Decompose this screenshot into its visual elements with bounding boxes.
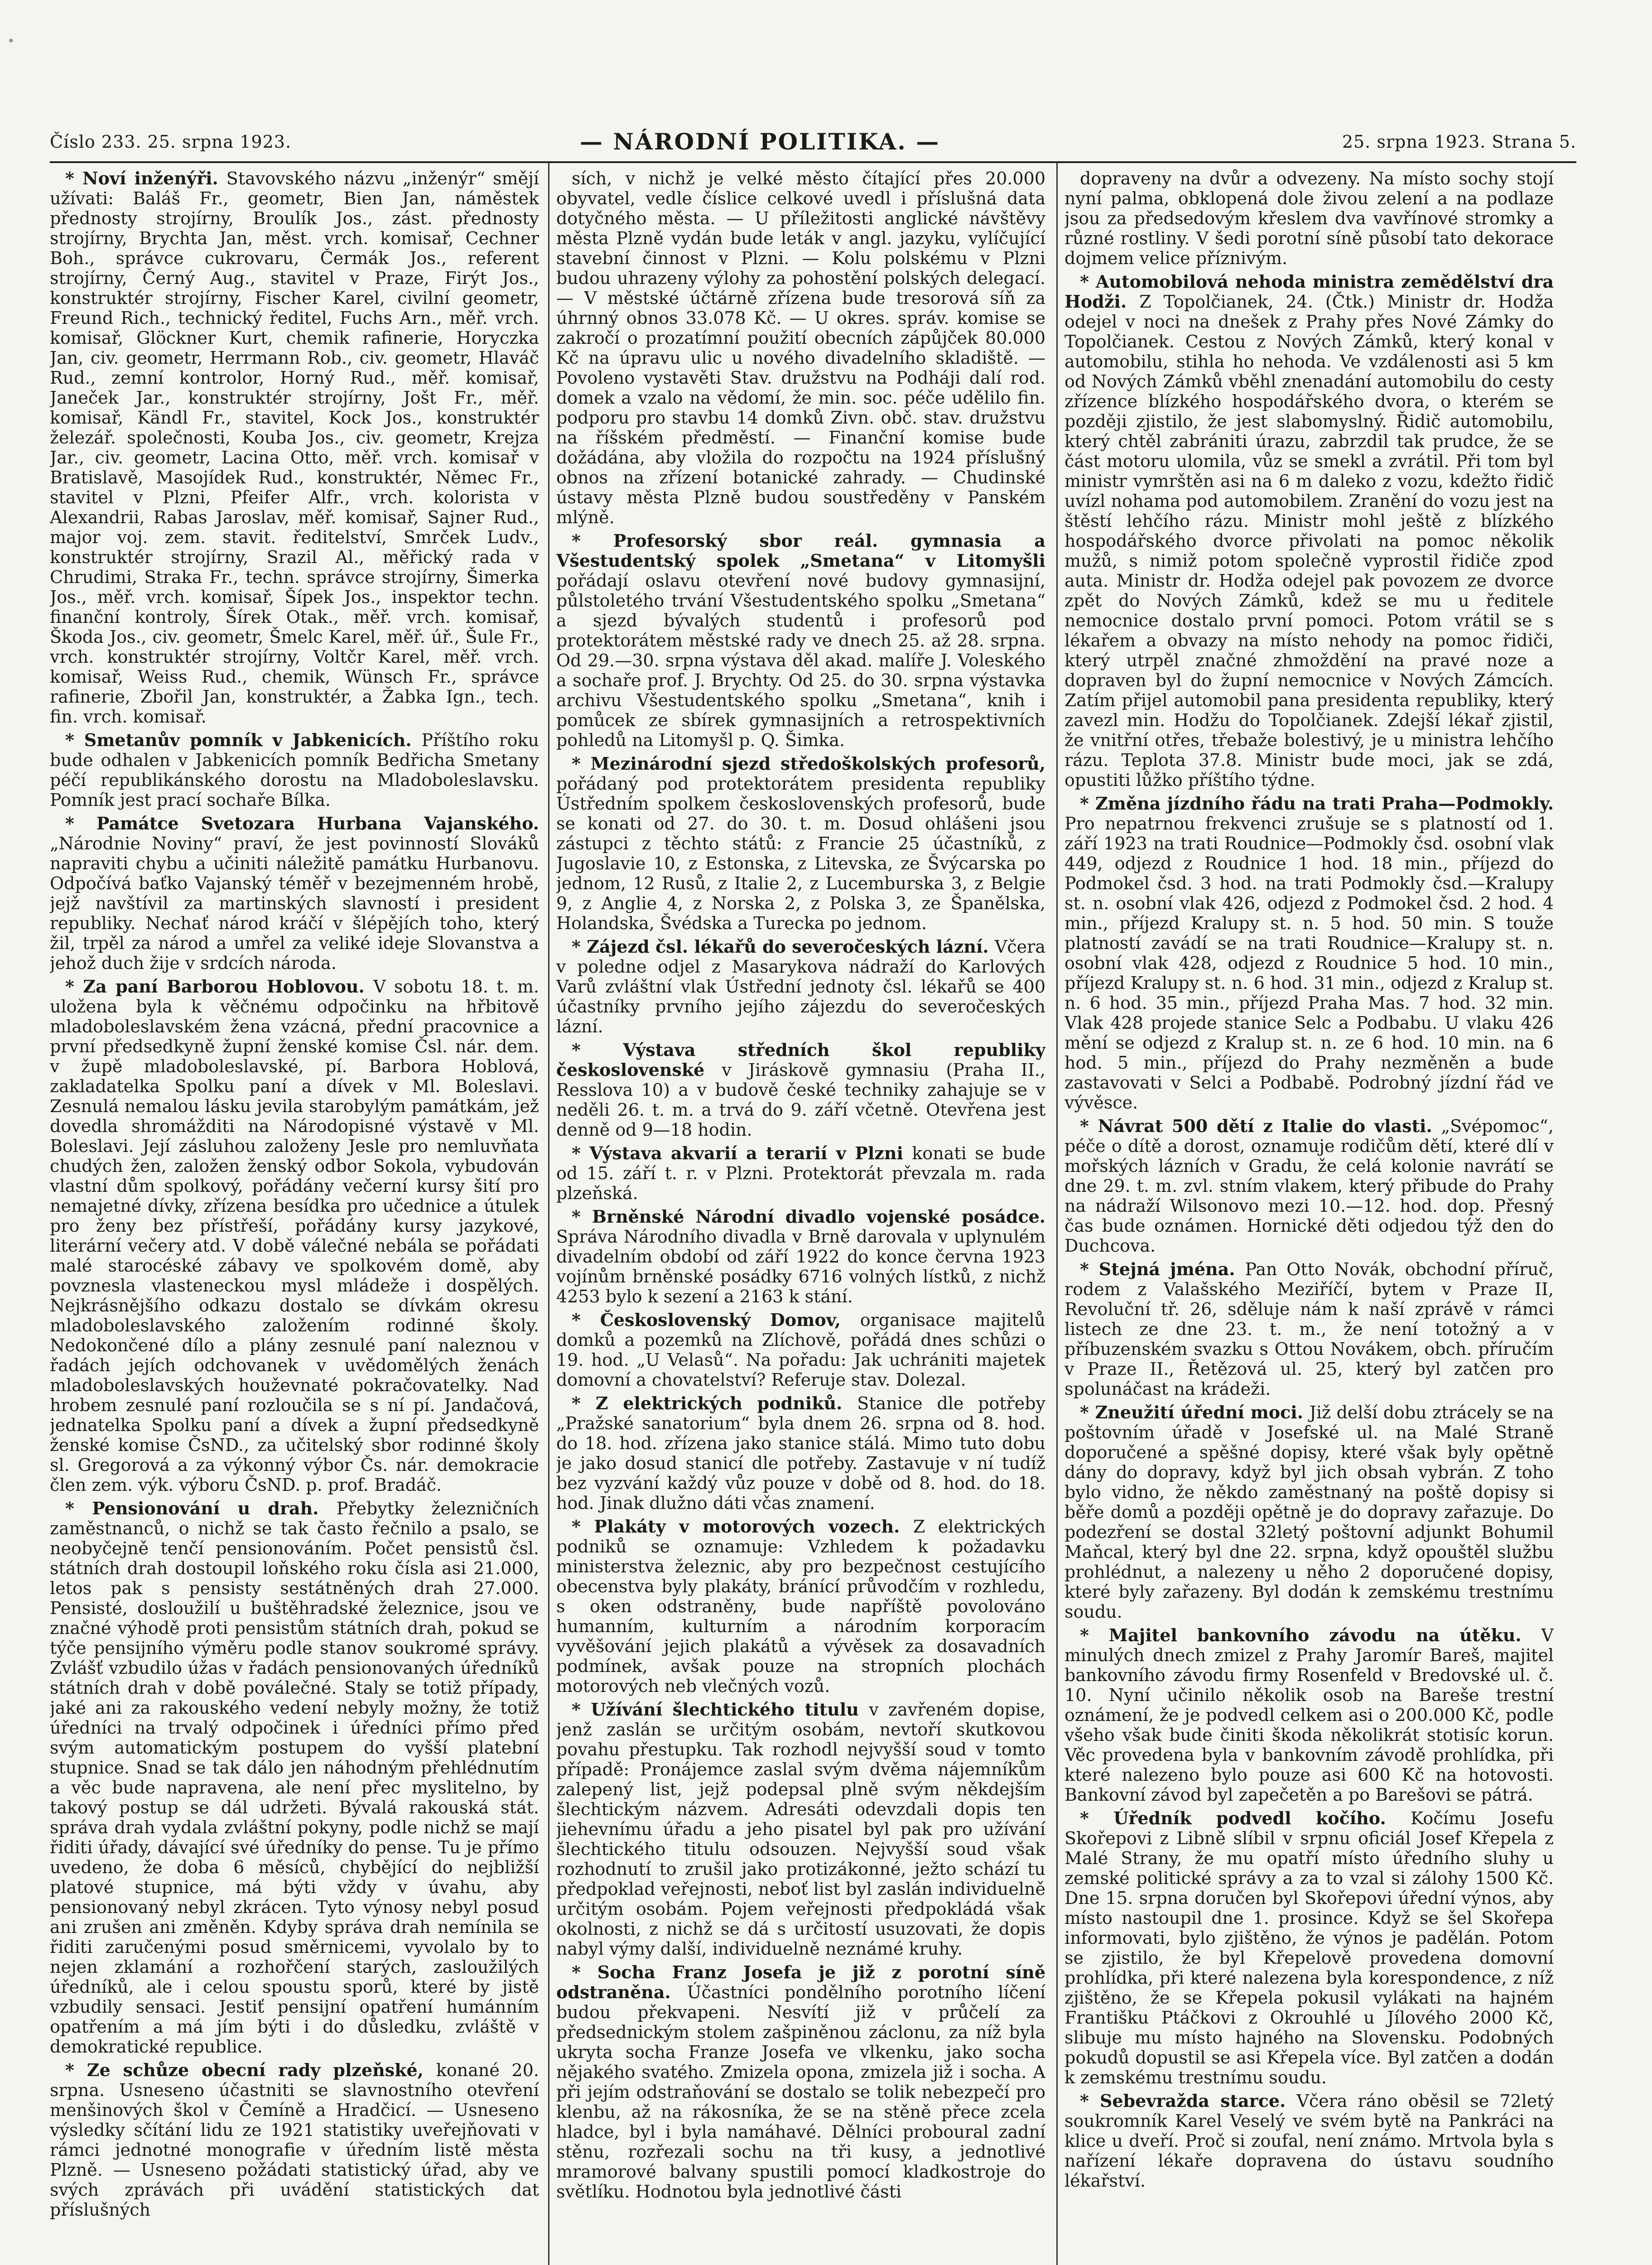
- article: [50, 730, 539, 810]
- column-2: [556, 169, 1045, 2265]
- article-heading: * Majitel bankovního závodu na útěku.: [1080, 1625, 1541, 1645]
- article-heading: * Památce Svetozara Hurbana Vajanského.: [65, 813, 539, 834]
- article-body: Z Topolčianek, 24. (Čtk.) Ministr dr. Hodža odejel v noci na dnešek z Prahy přes Nové Zámky do Topolčianek. Cestou z Nových Zámků, který konal v automobilu, stihla ho nehoda. Ve vzdálenosti asi 5 km od Nových Zámků vběhl znenadání automobilu do cesty zřízence blízkého hospodářského dvora, o kterém se později zjistilo, že jest slabomyslný. Řidič automobilu, který chtěl zabrániti úrazu, zabrzdil tak prudce, že se část motoru ulomila, vůz se smekl a zvrátil. Při tom byl ministr vymrštěn asi na 6 m daleko z vozu, kdežto řidič uvízl nohama pod automobilem. Zranění do vozu jest na štěstí lehčího rázu. Ministr mohl ještě z blízkého hospodářského dvorce přivolati na pomoc několik mužů, s nimiž potom společně vyprostil řidiče zpod auta. Ministr dr. Hodža odejel pak povozem ze dvorce zpět do Nových Zámků, kdež se mu u ředitele nemocnice dostalo první pomoci. Potom vrátil se s lékařem a obvazy na místo nehody na pomoc řidiči, který utrpěl značné zhmoždění na pravé noze a dopraven byl do župní nemocnice v Nových Zámcích. Zatím přijel automobil pana presidenta republiky, který zavezl min. Hodžu do Topolčianek. Zdejší lékař zjistil, že vnitřní otřes, třebaže bolestivý, je u ministra lehčího rázu. Teplota 37.8. Ministr bude moci, jak se zdá, opustiti lůžko příštího týdne.: [1064, 292, 1554, 790]
- article-heading: * Za paní Barborou Hoblovou.: [65, 976, 374, 997]
- article-heading: * Zájezd čsl. lékařů do severočeských lázní.: [572, 936, 995, 957]
- article: [1064, 794, 1554, 1113]
- article-heading: * Návrat 500 dětí z Italie do vlasti.: [1080, 1116, 1441, 1136]
- article: [556, 1517, 1045, 1696]
- paper-speck: [9, 39, 13, 43]
- column-divider: [548, 163, 549, 2265]
- article-body: v zavřeném dopise, jenž zaslán se určitým osobám, nevtoří skutkovou povahu přestupku. Tak rozhodl nejvyšší soud v tomto případě: Pronájemce zaslal svým dvěma nájemníkům zalepený list, jejž podepsal plně svým někdejším šlechtickým názvem. Adresáti odevzdali dopis ten jiehevnímu úřadu a jeho pisatel byl pak pro užívání šlechtického titulu odsouzen. Nejvyšší soud však rozhodnutí to zrušil jako protizákonné, ježto schází tu předpoklad veřejnosti, neboť list byl zaslán individuelně určitým osobám. Pojem veřejnosti předpokládá však okolnosti, z nichž se dá s určitostí usuzovati, že dopis nabyl výmy další, individuelně neznámé kruhy.: [556, 1700, 1045, 1959]
- article: [50, 2060, 539, 2220]
- article-body: Z elektrických podniků se oznamuje: Vzhledem k požadavku ministerstva železnic, aby pro bezpečnost cestujícího obecenstva byly plakáty, bránící průvodčím v rozhledu, s oken odstraněny, bude napříště povolováno humanním, kulturním a národním korporacím vyvěšování jejich plakátů a vývěsek za dosavadních podmínek, avšak pouze na stropních plochách motorových neb vlečných vozů.: [556, 1517, 1045, 1696]
- article: [50, 814, 539, 973]
- article-body: organisace majitelů domků a pozemků na Zlíchově, pořádá dnes schůzi o 19. hod. „U Velasů“. Na pořadu: Jak uchrániti majetek domovní a chovatelství? Referuje stav. Dolezal.: [556, 1310, 1045, 1390]
- article-body: Stanice dle potřeby „Pražské sanatorium“ byla dnem 26. srpna od 8. hod. do 18. hod. zřízena jako stanice stálá. Mimo tuto dobu je jako dosud stanicí dle potřeby. Zastavuje v ní tudíž bez vyzvání každý vůz pouze v době od 8. hod. do 18. hod. Jinak dlužno dáti včas znamení.: [556, 1393, 1045, 1513]
- article: [556, 1143, 1045, 1203]
- article-heading: * Úředník podvedl kočího.: [1080, 1808, 1411, 1828]
- page-header: [50, 128, 1576, 160]
- article-heading: * Brněnské Národní divadlo vojenské posádce.: [572, 1206, 1045, 1227]
- article-heading: * Noví inženýři.: [65, 169, 226, 188]
- article-heading: * Plakáty v motorových vozech.: [572, 1516, 913, 1537]
- article-body: dopraveny na dvůr a odvezeny. Na místo sochy stojí nyní palma, obklopená dole živou zelení a na podlaze jsou za předsedovým křeslem dva vavřínové stromky a různé rostliny. V šedi porotní síně působí tato dekorace dojmem velice příznivým.: [1064, 169, 1554, 268]
- article-body: „Svépomoc“, péče o dítě a dorost, oznamuje rodičům dětí, které dlí v mořských lázních v Gradu, že celá kolonie navrátí se dne 29. t. m. zvl. stním vlakem, který přibude do Prahy na nádraží Wilsonovo mezi 10.—12. hod. dop. Přesný čas bude oznámen. Hornické děti odjedou týž den do Duchcova.: [1064, 1116, 1554, 1256]
- article-heading: * Z elektrických podniků.: [572, 1393, 857, 1413]
- article: [1064, 1116, 1554, 1256]
- article: [556, 1962, 1045, 2202]
- article: [556, 531, 1045, 750]
- issue-number-date: Číslo 233. 25. srpna 1923.: [50, 132, 292, 152]
- article: [1064, 1625, 1554, 1805]
- article: [1064, 1808, 1554, 2087]
- article: [556, 937, 1045, 1036]
- article-body: Kočímu Josefu Skořepovi z Libně slíbil v srpnu oficiál Josef Křepela z Malé Strany, že mu opatří místo úředního sluhy u zemské politické správy a za to vzal si zálohy 1500 Kč. Dne 15. srpna doručen byl Skořepovi úřední výnos, aby místo nastoupil dne 1. prosince. Když se šel Skořepa informovati, bylo zjištěno, že výnos je padělán. Potom se zjistilo, že byl Křepelově provedena domovní prohlídka, při které nalezena byla korespondence, z níž zjištěno, že se Křepela pokusil vylákati na hajném Františku Ptáčkovi z Okrouhlé u Jílového 2000 Kč, slibuje mu místo hajného na Slovensku. Podobných pokudů dopustil se asi Křepela více. Byl zatčen a dodán k zemskému trestnímu soudu.: [1064, 1808, 1554, 2087]
- article-body: Pan Otto Novák, obchodní příruč, rodem z Valašského Meziříčí, bytem v Praze II, Revoluční tř. 26, sděluje nám k naší zprávě v rámci listech ze dne 23. t. m., že není totožný a v příbuzenském svazku s Ottou Novákem, obch. příručím v Praze II., Řetězová ul. 25, který byl zatčen pro spolunáčast na krádeži.: [1064, 1259, 1554, 1399]
- article-body: pořádaný pod protektorátem presidenta republiky Ústředním spolkem československých profesorů, bude se konati od 27. do 30. t. m. Dosud ohlášeni jsou zástupci z těchto států: z Francie 25 účastníků, z Jugoslavie 10, z Estonska, z Litevska, ze Švýcarska po jednom, 12 Rusů, z Italie 2, z Lucemburska 3, z Belgie 9, z Anglie 4, z Norska 2, z Polska 3, ze Španělska, Holandska, Švédska a Turecka po jednom.: [556, 774, 1045, 933]
- article-body: pořádají oslavu otevření nové budovy gymnasijní, půlstoletého trvání Všestudentského spolku „Smetana“ a sjezd bývalých studentů i profesorů pod protektorátem městské rady ve dnech 25. až 28. srpna. Od 29.—30. srpna výstava děl akad. malíře J. Voleského a sochaře prof. J. Brychty. Od 25. do 30. srpna výstavka archivu Všestudentského spolku „Smetana“, knih i pomůcek ze sbírek gymnasijních a retrospektivních pohledů na Litomyšl p. Q. Šimka.: [556, 571, 1045, 750]
- article-body: v Jiráskově gymnasiu (Praha II., Resslova 10) a v budově české techniky zahajuje se v neděli 26. t. m. a trvá do 9. září včetně. Otevřena jest denně od 9—18 hodin.: [556, 1060, 1045, 1140]
- article: [1064, 169, 1554, 268]
- article: [1064, 1402, 1554, 1622]
- article-body: Přebytky železničních zaměstnanců, o nichž se tak často řečnilo a psalo, se neobyčejně tenčí pensionováním. Počet pensistů čsl. státních drah dostoupil loňského roku čísla asi 21.000, letos pak s pensisty sestátněných drah 27.000. Pensisté, dosloužilí u buštěhradské železnice, jsou ve značné výhodě proti pensistům státních drah, pokud se týče pensijního výměru podle stanov soukromé správy. Zvlášť vzbudilo úžas v řadách pensionovaných úředníků státních drah v době poválečné. Staly se totiž případy, jaké ani za rakouského vedení nebyly možny, že totiž úředníci na trvalý odpočinek i úředníci přímo před svým automatickým postupem do vyšší platební stupnice. Snad se tak dálo jen náhodným přehlédnutím a věc bude napravena, ale není přec myslitelno, by takový postup se dál udržeti. Bývalá rakouská stát. správa drah vydala zvláštní pokyny, podle nichž se mají řiditi úřady, dávající své úředníky do pense. Tu je přímo uvedeno, že doba 6 měsíců, chybějící do nejbližší platové stupnice, má býti vždy v úvahu, aby pensionovaný nebyl zkrácen. Tyto výnosy nebyl posud ani zrušen ani změněn. Kdyby správa drah nemínila se řiditi zaručenými posud směrnicemi, vyvolalo by to nejen zklamání a rozhořčení starých, zasloužilých úředníků, ale i celou spoustu sporů, které by jistě vzbudily sensaci. Jestiť pensijní opatření humánním opatřením a má jím býti i do důsledku, zvláště v demokratické republice.: [50, 1499, 539, 2057]
- article-body: Účastníci pondělního porotního líčení budou překvapeni. Nesvítí již v průčelí za předsednickým stolem zašpiněnou záclonu, za níž byla ukryta socha Franze Josefa ve vlkenku, jako socha nějakého svatého. Zmizela opona, zmizela již i socha. A při jejím odstraňování se dostalo se tolik nebezpečí pro klenbu, až na rákosníka, že se na stěně přece zcela hladce, byl i byla namáhavé. Dělníci proboural zadní stěnu, rozřezali sochu na tři kusy, a jednotlivé mramorové balvany spustili pomocí kladkostroje do světlíku. Hodnotou byla jednotlivé části: [556, 1982, 1045, 2202]
- article-body: Správa Národního divadla v Brně darovala v uplynulém divadelním období od září 1922 do konce června 1923 vojínům brněnské posádky 6716 volných lístků, z nichž 4253 bylo k sezení a 2163 k stání.: [556, 1227, 1045, 1306]
- article-body: Pro nepatrnou frekvenci zrušuje se s platností od 1. září 1923 na trati Roudnice—Podmokly čsd. osobní vlak 449, odjezd z Roudnice 1 hod. 18 min., příjezd do Podmokel čsd. 3 hod. na trati Podmokly čsd.—Kralupy st. n. osobní vlak 426, odjezd z Podmokel čsd. 2 hod. 4 min., příjezd Kralupy st. n. 5 hod. 50 min. S touže platností zavádí se na trati Roudnice—Kralupy st. n. osobní vlak 428, odjezd z Roudnice 5 hod. 10 min., příjezd Kralupy st. n. 6 hod. 31 min., odjezd z Kralup st. n. 6 hod. 35 min., příjezd Praha Mas. 7 hod. 32 min. Vlak 428 projede stanice Selc a Podbabu. U vlaku 426 mění se odjezd z Kralup st. n. ze 6 hod. 10 min. na 6 hod. 5 min., příjezd do Prahy nezměněn a bude zastavovati v Selci a Podbabě. Podrobný jízdní řád ve vývěsce.: [1064, 814, 1554, 1113]
- article: [50, 977, 539, 1495]
- article-heading: * Ze schůze obecní rady plzeňské,: [65, 2060, 436, 2080]
- article: [556, 754, 1045, 933]
- article-heading: * Zneužití úřední moci.: [1080, 1402, 1310, 1422]
- article-heading: * Užívání šlechtického titulu: [572, 1699, 869, 1720]
- article: [556, 169, 1045, 527]
- article-heading: * Výstava středních škol republiky československé: [556, 1040, 1045, 1080]
- article-heading: * Stejná jména.: [1080, 1259, 1245, 1279]
- article: [556, 1207, 1045, 1306]
- article-body: Již delší dobu ztrácely se na poštovním úřadě v Josefské ul. na Malé Straně doporučené a spěšné dopisy, které však byly opětně dány do dopravy, když byl jich obsah vybrán. Z toho bylo vidno, že někdo zaměstnaný na poště dopisy si běře domů a později opětně je do dopravy zařazuje. Do podezření se dostal 32letý poštovní adjunkt Bohumil Maňcal, který byl dne 22. srpna, když opouštěl službu prohlédnut, a nalezeny u něho 2 doporučené dopisy, které byly zařazeny. Byl dodán k zemskému trestnímu soudu.: [1064, 1402, 1554, 1622]
- article: [1064, 272, 1554, 790]
- article-body: Včera v poledne odjel z Masarykova nádraží do Karlových Varů zvláštní vlak Ústřední jednoty čsl. lékařů se 400 účastníky prvního jejího zájezdu do severočeských lázní.: [556, 937, 1045, 1036]
- column-1: [50, 169, 539, 2265]
- article-body: V minulých dnech zmizel z Prahy Jaromír Bareš, majitel bankovního závodu firmy Rosenfeld v Bredovské ul. č. 10. Nyní učinilo několik osob na Bareše trestní oznámení, že je podvedl celkem asi o 200.000 Kč, podle všeho však bude činiti škoda několikrát stotisíc korun. Věc provedena byla v bankovním závodě prohlídka, při které nalezeno bylo pouze asi 600 Kč na hotovosti. Bankovní závod byl zapečetěn a po Barešovi se pátrá.: [1064, 1625, 1554, 1805]
- article-heading: * Socha Franz Josefa je již z porotní síně odstraněna.: [556, 1962, 1045, 2002]
- article-heading: * Automobilová nehoda ministra zemědělství dra Hodži.: [1064, 271, 1554, 312]
- article-heading: * Výstava akvarií a terarií v Plzni: [572, 1143, 912, 1163]
- article-heading: * Smetanův pomník v Jabkenicích.: [65, 730, 422, 750]
- date-page-number: 25. srpna 1923. Strana 5.: [1342, 132, 1576, 152]
- article-heading: * Mezinárodní sjezd středoškolských profesorů,: [572, 753, 1045, 774]
- article-heading: * Sebevražda starce.: [1080, 2091, 1297, 2111]
- article-heading: * Profesorský sbor reál. gymnasia a Všestudentský spolek „Smetana“ v Litomyšli: [556, 530, 1045, 571]
- article-body: sích, v nichž je velké město čítající přes 20.000 obyvatel, vedle číslice celkové uvedl i příslušná data dotyčného města. — U příležitosti anglické návštěvy města Plzně vydán bude leták v angl. jazyku, vylíčující stavební činnost v Plzni. — Kolu polskému v Plzni budou uhrazeny výlohy za pohostění polských delegací. — V městské účtárně zřízena bude tresorová síň za úhrnný obnos 33.078 Kč. — U okres. správ. komise se zakročí o prozatímní použití obecních zápůjček 80.000 Kč na úpravu ulic u nového divadelního skladiště. — Povoleno vystavěti Stav. družstvu na Podháji dalí rod. domek a vzalo na vědomí, že min. soc. péče udělilo fin. podporu pro stavbu 14 domků Zivn. obč. stav. družstvu na říšském předměstí. — Finanční komise bude dožádána, aby vložila do rozpočtu na 1924 příslušný obnos na zřízení botanické zahrady. — Chudinské ústavy města Plzně budou soustředěny v Panském mlýně.: [556, 169, 1045, 527]
- article: [50, 1499, 539, 2057]
- article-body: Stavovského názvu „inženýr“ smějí užívati: Baláš Fr., geometr, Bien Jan, náměstek přednosty strojírny, Broulík Jos., zást. přednosty strojírny, Brychta Jan, měst. vrch. komisař, Cechner Boh., správce cukrovaru, Čermák Jos., referent strojírny, Černý Aug., stavitel v Praze, Firýt Jos., konstruktér strojírny, Fischer Karel, civilní geometr, Freund Rich., technický ředitel, Fuchs Arn., měř. vrch. komisař, Glöckner Kurt, chemik rafinerie, Horyczka Jan, civ. geometr, Herrmann Rob., civ. geometr, Hlaváč Rud., zemní kontrolor, Horný Rud., měř. komisař, Janeček Jar., konstruktér strojírny, Jošt Fr., měř. komisař, Kändl Fr., stavitel, Kock Jos., konstruktér železář. společnosti, Kouba Jos., civ. geometr, Krejza Jar., civ. geometr, Lacina Otto, měř. vrch. komisař v Bratislavě, Masojídek Rud., konstruktér, Němec Fr., stavitel v Plzni, Pfeifer Alfr., vrch. koloristа v Alexandrii, Rabas Jaroslav, měř. komisař, Sajner Rud., major voj. zem. stavit. ředitelství, Smrček Ludv., konstruktér strojírny, Srazil Al., měřický rada v Chrudimi, Straka Fr., techn. správce strojírny, Šimerka Jos., měř. vrch. komisař, Šípek Jos., inspektor techn. finanční kontroly, Šírek Otak., měř. vrch. komisař, Škoda Jos., civ. geometr, Šmelc Karel, měř. úř., Šule Fr., vrch. konstruktér strojírny, Voltčr Karel, měř. vrch. komisař, Weiss Rud., chemik, Wünsch Fr., správce rafinerie, Zbořil Jan, konstruktér, a Žabka Ign., tech. fin. vrch. komisař.: [50, 169, 539, 727]
- article: [1064, 2091, 1554, 2191]
- article: [1064, 1259, 1554, 1399]
- column-divider: [1056, 163, 1058, 2265]
- article-body: Včera ráno oběsil se 72letý soukromník Karel Veselý ve svém bytě na Pankráci na klice u dveří. Proč si zoufal, není známo. Mrtvola byla s nařízení lékaře dopravena do ústavu soudního lékařství.: [1064, 2091, 1554, 2191]
- article: [50, 169, 539, 727]
- article: [556, 1393, 1045, 1513]
- article: [556, 1700, 1045, 1959]
- article: [556, 1310, 1045, 1390]
- column-3: [1064, 169, 1554, 2265]
- article: [556, 1040, 1045, 1140]
- article-body: konané 20. srpna. Usneseno účastniti se slavnostního otevření menšinových škol v Čemíně a Hradčicí. — Usneseno výsledky sčítání lidu ze 1921 statistiky uveřejňovati v rámci jednotné monografie v úředním listě města Plzně. — Usneseno požádati statistický úřad, aby ve svých zprávách při uvádění statistických dat příslušných: [50, 2060, 539, 2220]
- newspaper-title: — NÁRODNÍ POLITIKA. —: [580, 128, 940, 155]
- header-rule: [50, 161, 1576, 163]
- article-body: V sobotu 18. t. m. uložena byla k věčnému odpočinku na hřbitově mladoboleslavském žena vzácná, přední pracovnice a první předsedkyně župní ženské komise Čsl. nár. dem. v župě mladoboleslavské, pí. Barbora Hoblová, zakladatelka Spolku paní a dívek v Ml. Boleslavi. Zesnulá nemalou lásku jevila starobylým památkám, jež dovedla shromážditi na Národopisné výstavě v Ml. Boleslavi. Její zásluhou založeny Jesle pro nemluvňata chudých žen, založen ženský odbor Sokola, vybudován vlastní dům spolkový, pořádány večerní kursy šití pro nemajetné dívky, zřízena besídka pro učednice a útulek pro ženy bez přístřeší, pořádány kursy jazykové, literární večery atd. V době válečné nebála se pořádati malé starocéské zábavy ve spolkovém domě, aby povznesla vlasteneckou mysl mládeže i dospělých. Nejkrásnějšího odkazu dostalo se dívkám okresu mladoboleslavského založením rodinné školy. Nedokončené dílo a plány zesnulé paní naleznou v řadách jejích odchovanek v uvědomělých ženách mladoboleslavských houževnaté pokračovatelky. Nad hrobem zesnulé paní rozloučila se s ní pí. Jandačová, jednatelka Spolku paní a dívek a župní předsedkyně ženské komise ČsND., za učitelský sbor rodinné školy sl. Gregorová a za výkonný výbor Čs. nár. demokracie člen zem. výk. výboru ČsND. p. prof. Bradáč.: [50, 977, 539, 1495]
- article-heading: * Československý Domov,: [572, 1310, 860, 1330]
- article-heading: * Pensionování u drah.: [65, 1498, 337, 1518]
- article-body: konati se bude od 15. září t. r. v Plzni. Protektorát převzala m. rada plzeňská.: [556, 1143, 1045, 1203]
- article-heading: * Změna jízdního řádu na trati Praha—Podmokly.: [1080, 793, 1554, 814]
- article-body: Příštího roku bude odhalen v Jabkenicích pomník Bedřicha Smetany péčí republikánského dorostu na Mladoboleslavsku. Pomník jest prací sochaře Bílka.: [50, 730, 539, 810]
- article-body: „Národnie Noviny“ praví, že jest povinností Slováků napraviti chybu a učiniti náležitě památku Hurbanovu. Odpočívá baťko Vajanský téměř v bezejmenném hrobě, jejž navštívil za martinských slavností i president republiky. Nechať národ kráčí v šlépějích toho, který žil, trpěl za národ a umřel za veliké ideje Slovanstva a jehož duch žije v srdcích národa.: [50, 834, 539, 973]
